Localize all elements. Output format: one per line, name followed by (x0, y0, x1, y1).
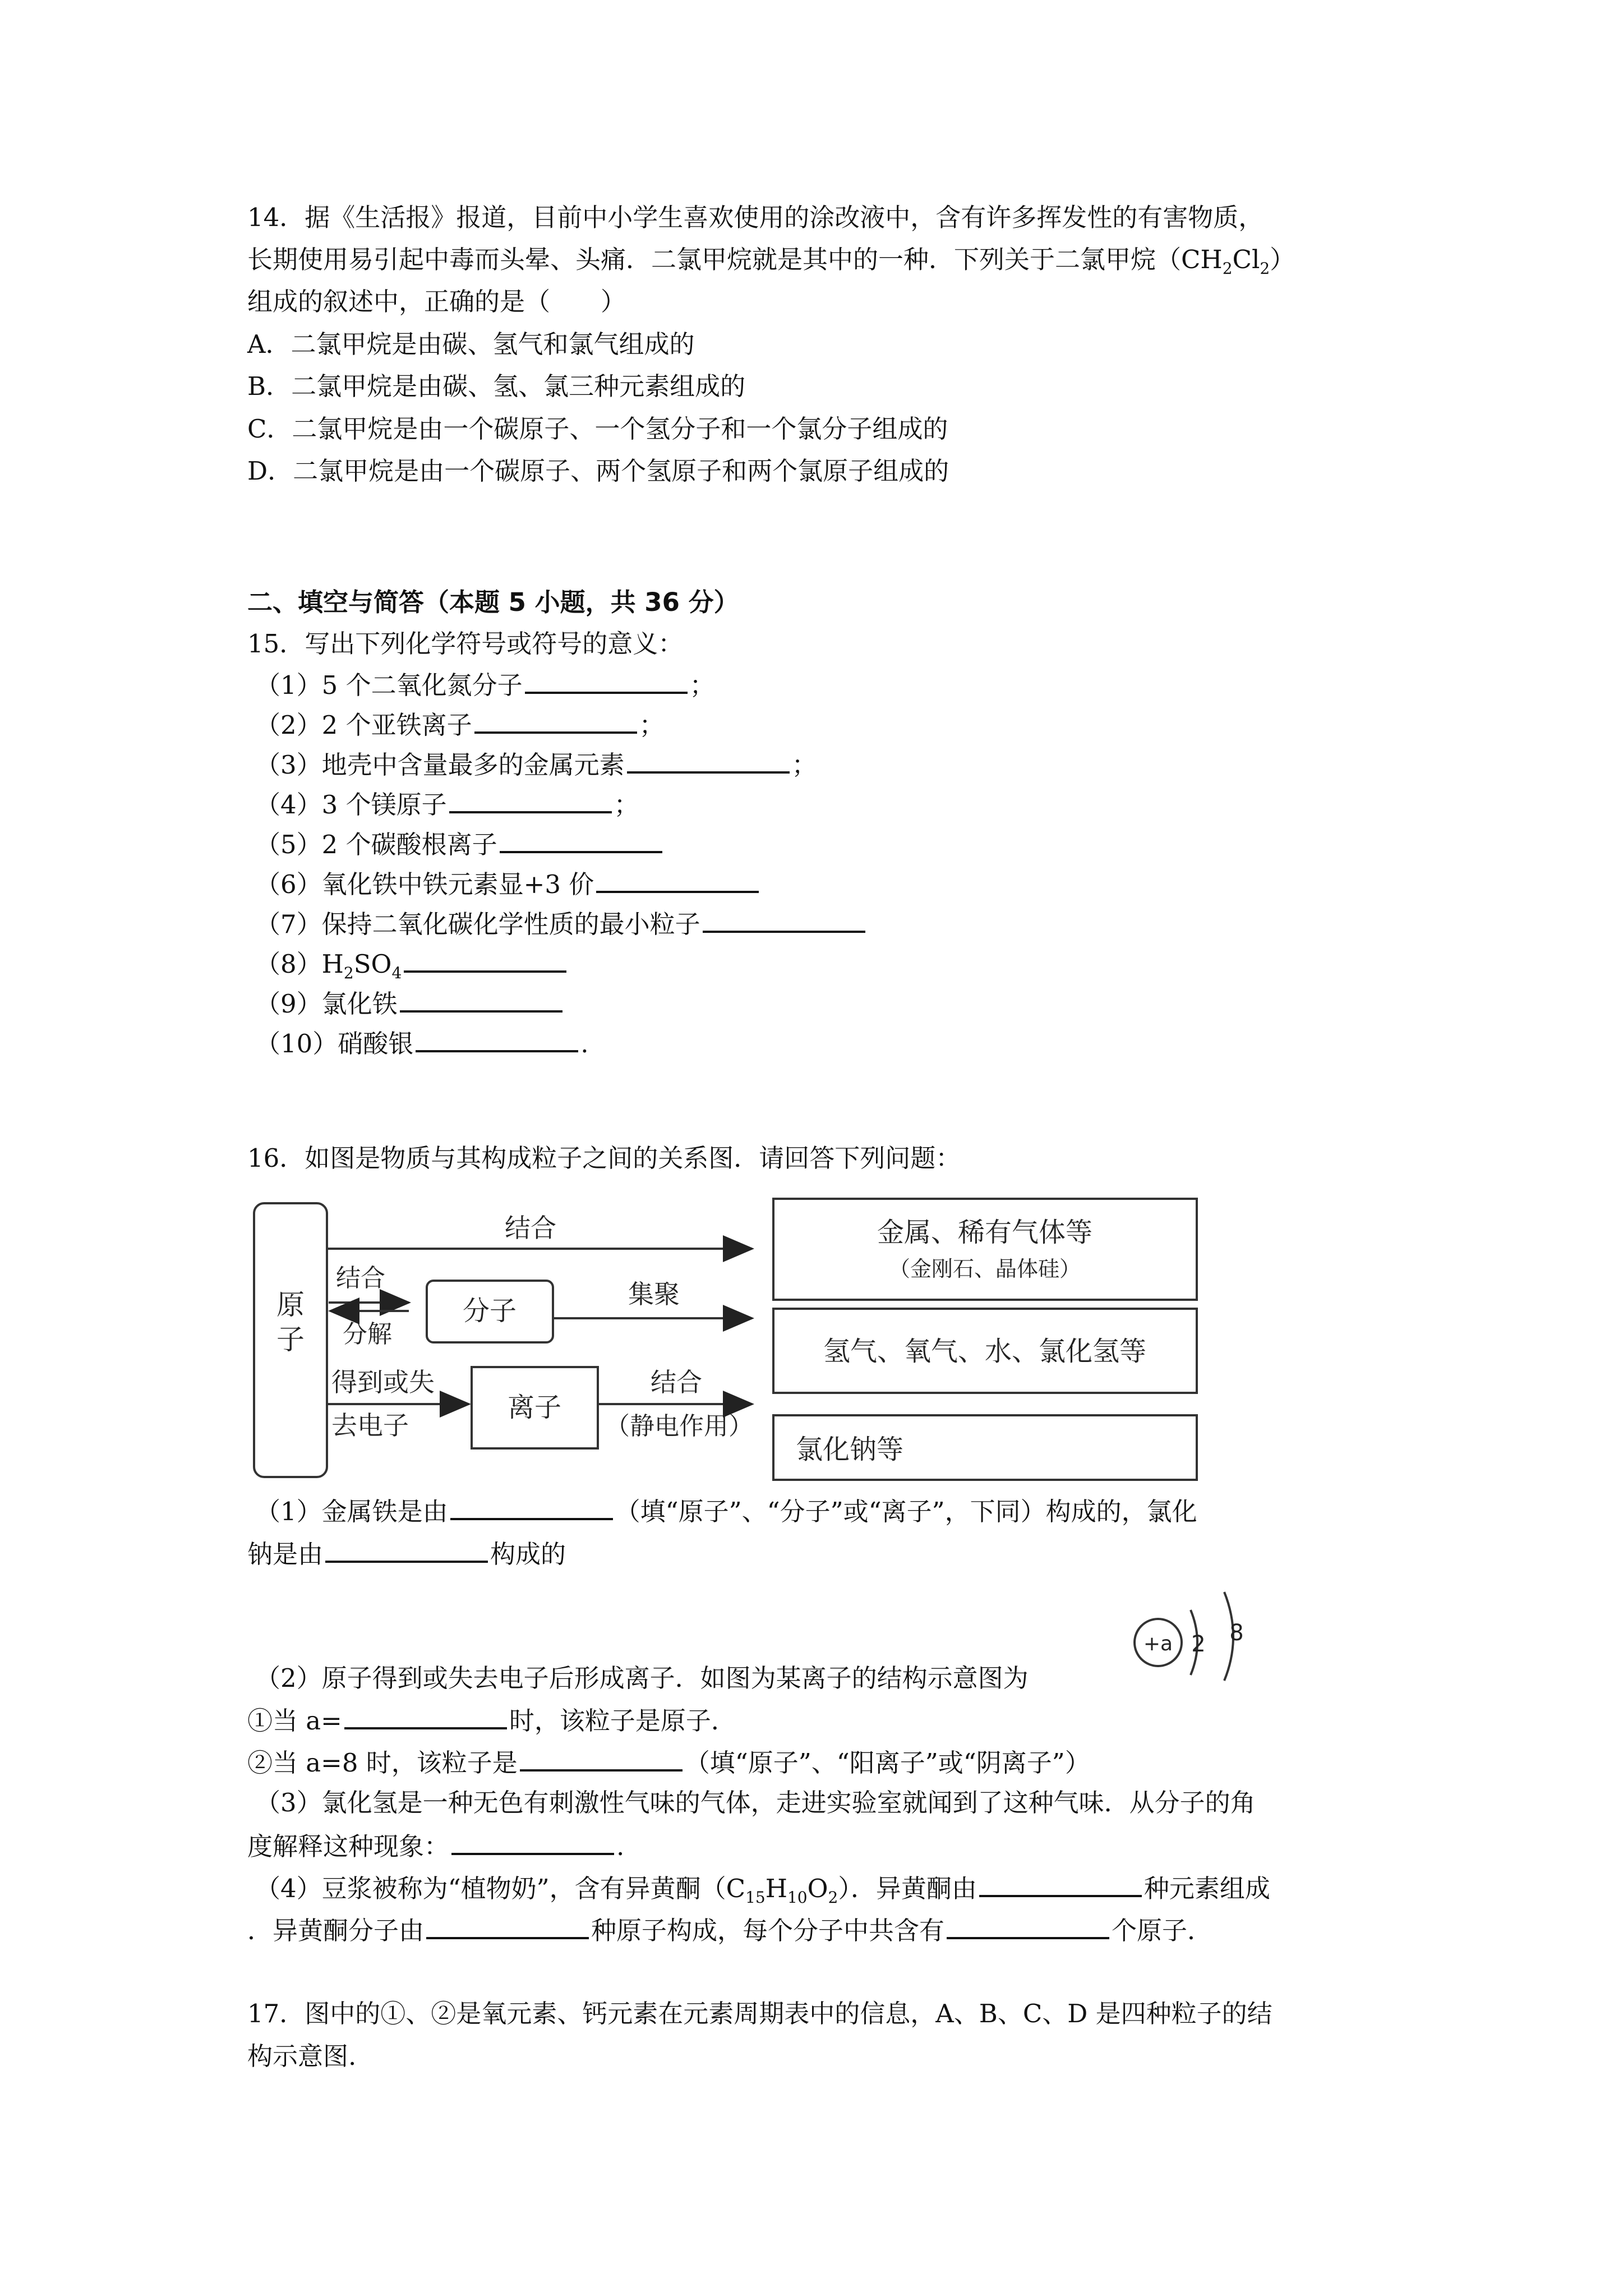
box-metals-line2: （金刚石、晶体硅） (888, 1257, 1081, 1281)
q15-item-6: （6）氧化铁中铁元素显+3 价 (255, 866, 761, 901)
q16-part1-line1: （1）金属铁是由 （填“原子”、“分子”或“离子”，下同）构成的，氯化 (255, 1493, 1197, 1529)
q16-part2-1: ①当 a= 时，该粒子是原子． (247, 1703, 736, 1738)
particle-relationship-diagram (247, 1192, 1218, 1488)
ion-label: 离子 (507, 1392, 562, 1423)
answer-blank[interactable] (474, 707, 637, 734)
answer-blank[interactable] (703, 906, 865, 933)
answer-blank[interactable] (450, 1493, 613, 1520)
combine-top-label: 结合 (505, 1213, 556, 1243)
answer-blank[interactable] (451, 1828, 614, 1855)
q16-part2: （2）原子得到或失去电子后形成离子．如图为某离子的结构示意图为 (255, 1663, 1029, 1693)
q14-stem-line3: 组成的叙述中，正确的是（ ） (247, 287, 626, 316)
q16-part2-2: ②当 a=8 时，该粒子是 （填“原子”、“阳离子”或“阴离子”） (247, 1745, 1090, 1780)
q14-stem-line2: 长期使用易引起中毒而头晕、头痛．二氯甲烷就是其中的一种．下列关于二氯甲烷$(CH_2Cl_2)$ (247, 245, 1295, 278)
answer-blank[interactable] (979, 1870, 1142, 1897)
molecule-label: 分子 (462, 1295, 517, 1327)
q15-item-4: （4）3 个镁原子 ； (255, 786, 639, 822)
answer-blank[interactable] (449, 786, 612, 813)
q15-intro: 15．写出下列化学符号或符号的意义： (247, 629, 684, 659)
answer-blank[interactable] (500, 826, 662, 853)
q15-item-7: （7）保持二氧化碳化学性质的最小粒子 (255, 906, 868, 941)
answer-blank[interactable] (344, 1703, 507, 1729)
answer-blank[interactable] (404, 946, 566, 973)
answer-blank[interactable] (520, 1745, 683, 1772)
q15-item-8: $(8)H_2SO_4$ (255, 946, 569, 981)
q16-intro: 16．如图是物质与其构成粒子之间的关系图．请回答下列问题： (247, 1143, 961, 1173)
q17-stem-line2: 构示意图. (247, 2041, 357, 2071)
shell2-label: 8 (1229, 1620, 1244, 1646)
q14-option-a: A．二氯甲烷是由碳、氢气和氯气组成的 (247, 329, 695, 359)
combine-ion-label: 结合 (651, 1367, 702, 1397)
shell1-label: 2 (1191, 1631, 1206, 1657)
q15-item-9: （9）氯化铁 (255, 986, 565, 1021)
answer-blank[interactable] (416, 1025, 578, 1052)
q15-item-5: （5）2 个碳酸根离子 (255, 826, 665, 862)
q14-stem-line1: 14．据《生活报》报道，目前中小学生喜欢使用的涂改液中，含有许多挥发性的有害物质， (247, 203, 1264, 232)
q14-option-c: C．二氯甲烷是由一个碳原子、一个氢分子和一个氯分子组成的 (247, 414, 948, 444)
gather-label: 集聚 (628, 1279, 680, 1309)
box-molecular-label: 氢气、氧气、水、氯化氢等 (823, 1336, 1147, 1367)
q16-part1-line2: 钠是由 构成的 (247, 1536, 566, 1571)
gain-lose-label-1: 得到或失 (331, 1367, 435, 1397)
answer-blank[interactable] (627, 747, 790, 774)
q15-item-3: （3）地壳中含量最多的金属元素 ； (255, 747, 817, 782)
ion-structure-diagram (1124, 1581, 1248, 1685)
q17-stem-line1: 17．图中的①、②是氧元素、钙元素在元素周期表中的信息，A、B、C、D 是四种粒子的结 (247, 1999, 1272, 2028)
answer-blank[interactable] (426, 1912, 589, 1939)
box-metals (773, 1199, 1197, 1300)
q16-part3-line2: 度解释这种现象： . (247, 1828, 624, 1864)
q15-item-10: （10）硝酸银 . (255, 1025, 589, 1061)
q16-part4-line2: ．异黄酮分子由 种原子构成，每个分子中共含有 个原子． (247, 1912, 1212, 1948)
box-ionic-label: 氯化钠等 (796, 1434, 904, 1465)
decompose-label: 分解 (343, 1320, 392, 1349)
answer-blank[interactable] (596, 866, 759, 893)
gain-lose-label-2: 去电子 (331, 1410, 409, 1441)
q15-item-1: （1）5 个二氧化氮分子 ； (255, 667, 715, 702)
atom-label-2: 子 (276, 1323, 305, 1356)
electrostatic-label: （静电作用） (605, 1412, 753, 1441)
atom-label-1: 原 (276, 1289, 305, 1321)
combine-mid-label: 结合 (336, 1264, 385, 1292)
answer-blank[interactable] (947, 1912, 1109, 1939)
answer-blank[interactable] (525, 667, 688, 694)
q16-part4-line1: （4）豆浆被称为“植物奶”，含有异黄酮$(C_{15}H_{10}O_2)$．异黄酮由 种元素组成 (255, 1870, 1270, 1906)
answer-blank[interactable] (400, 986, 562, 1013)
nucleus-label: +a (1143, 1632, 1173, 1655)
q15-item-2: （2）2 个亚铁离子 ； (255, 707, 665, 742)
box-metals-line1: 金属、稀有气体等 (877, 1217, 1093, 1248)
answer-blank[interactable] (325, 1536, 488, 1563)
section-title: 二、填空与简答（本题 5 小题，共 36 分） (247, 587, 739, 617)
q14-option-b: B．二氯甲烷是由碳、氢、氯三种元素组成的 (247, 371, 746, 401)
q14-option-d: D．二氯甲烷是由一个碳原子、两个氢原子和两个氯原子组成的 (247, 456, 949, 486)
q16-part3-line1: （3）氯化氢是一种无色有刺激性气味的气体，走进实验室就闻到了这种气味．从分子的角 (255, 1788, 1256, 1818)
